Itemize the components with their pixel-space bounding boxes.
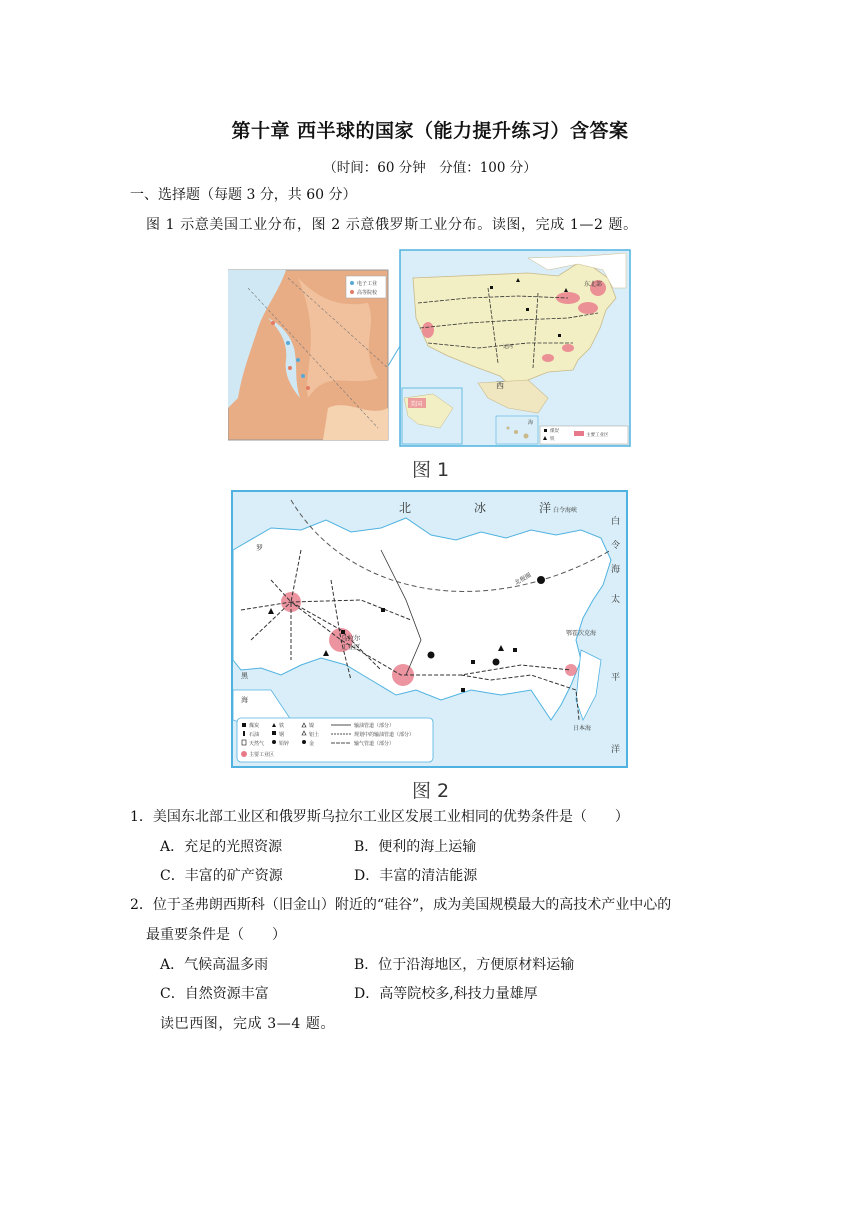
map-label-ural: 乌拉尔 <box>341 634 361 642</box>
legend-bauxite: 铝土 <box>309 732 320 738</box>
legend-nickel: 镍 <box>309 723 315 729</box>
usa-map <box>400 250 630 446</box>
section-heading: 一、选择题（每题 3 分，共 60 分） <box>130 187 357 203</box>
map-label-yang2: 洋 <box>611 745 621 755</box>
legend-iron: 铁 <box>279 723 285 729</box>
legend-oil-pipeline: 输油管道（部分） <box>354 723 395 729</box>
map-label-bing: 冰 <box>474 501 487 515</box>
usa-label-canal: 运河 <box>503 344 514 350</box>
usa-label-northeast: 东北部 <box>584 281 603 288</box>
figure-1-label: 图 1 <box>412 459 450 481</box>
page-subtitle: （时间：60 分钟 分值：100 分） <box>323 160 537 176</box>
legend-planned-pipeline: 规划中的输油管道（部分） <box>354 732 415 738</box>
legend-gas: 天然气 <box>249 741 265 747</box>
map-label-yang: 洋 <box>539 501 552 515</box>
map-label-hai-black: 海 <box>241 696 248 704</box>
map-label-arctic-circle: 北极圈 <box>513 571 533 587</box>
map-label-okhotsk: 鄂霍次克海 <box>566 630 597 637</box>
figure-2 <box>231 490 628 768</box>
map-label-luo: 罗 <box>256 544 263 552</box>
map-label-bei: 北 <box>399 501 412 515</box>
usa-legend-iron: 铁 <box>550 437 555 442</box>
legend-industrial-zone: 主要工业区 <box>249 752 275 758</box>
figure-2-russia-map <box>231 490 628 768</box>
map-label-hai: 海 <box>611 565 621 575</box>
figure-2-legend <box>237 718 433 762</box>
usa-label-usa: 美国 <box>410 401 423 408</box>
section-2-intro: 读巴西图，完成 3—4 题。 <box>160 1016 336 1032</box>
figure-2-label: 图 2 <box>412 780 450 802</box>
question-1-option-d: D．丰富的清洁能源 <box>354 868 478 884</box>
map-label-tai: 太 <box>611 595 621 605</box>
map-label-sea-of-japan: 日本海 <box>573 725 592 732</box>
question-2-option-d: D．高等院校多,科技力量雄厚 <box>354 986 538 1002</box>
page-title: 第十章 西半球的国家（能力提升练习）含答案 <box>231 120 629 142</box>
map-label-hei: 黑 <box>241 672 248 680</box>
section-intro: 图 1 示意美国工业分布，图 2 示意俄罗斯工业分布。读图，完成 1—2 题。 <box>146 217 638 233</box>
connector-line <box>388 346 400 366</box>
usa-legend-industrial: 主要工业区 <box>586 433 609 438</box>
question-2-option-a: A．气候高温多雨 <box>160 957 269 973</box>
map-label-ling: 令 <box>611 541 621 551</box>
legend-gas-pipeline: 输气管道（部分） <box>354 741 395 747</box>
legend-oil: 石油 <box>249 732 260 738</box>
question-1-option-a: A．充足的光照资源 <box>160 839 283 855</box>
question-1-option-b: B．便利的海上运输 <box>354 839 477 855</box>
map-label-bering-strait: 白令海峡 <box>553 507 578 514</box>
question-1-option-c: C．丰富的矿产资源 <box>160 868 283 884</box>
legend-lead-zinc: 铅锌 <box>279 741 290 747</box>
usa-label-west: 西 <box>496 381 504 390</box>
map-label-bai: 白 <box>611 517 621 527</box>
legend-coal: 煤炭 <box>249 723 260 729</box>
inset-legend-1: 高等院校 <box>357 290 378 296</box>
inset-legend-0: 电子工业 <box>357 281 378 287</box>
question-2-option-c: C．自然资源丰富 <box>160 986 269 1002</box>
question-2-option-b: B．位于沿海地区，方便原材料运输 <box>354 957 575 973</box>
map-label-industrial-zone: 工业区 <box>341 643 361 651</box>
legend-steel: 钢 <box>279 732 285 738</box>
question-1-stem: 1．美国东北部工业区和俄罗斯乌拉尔工业区发展工业相同的优势条件是（ ） <box>130 809 629 825</box>
inset-map-bay-area <box>228 270 388 440</box>
question-2-stem-line2: 最重要条件是（ ） <box>146 927 286 943</box>
question-2-stem-line1: 2．位于圣弗朗西斯科（旧金山）附近的“硅谷”，成为美国规模最大的高技术产业中心的 <box>130 897 672 913</box>
legend-gold: 金 <box>309 741 315 747</box>
usa-legend-coal: 煤炭 <box>550 429 559 434</box>
figure-1-maps <box>228 248 633 448</box>
usa-label-sea: 海 <box>528 420 534 426</box>
map-label-ping: 平 <box>611 673 621 683</box>
figure-1 <box>228 248 633 448</box>
